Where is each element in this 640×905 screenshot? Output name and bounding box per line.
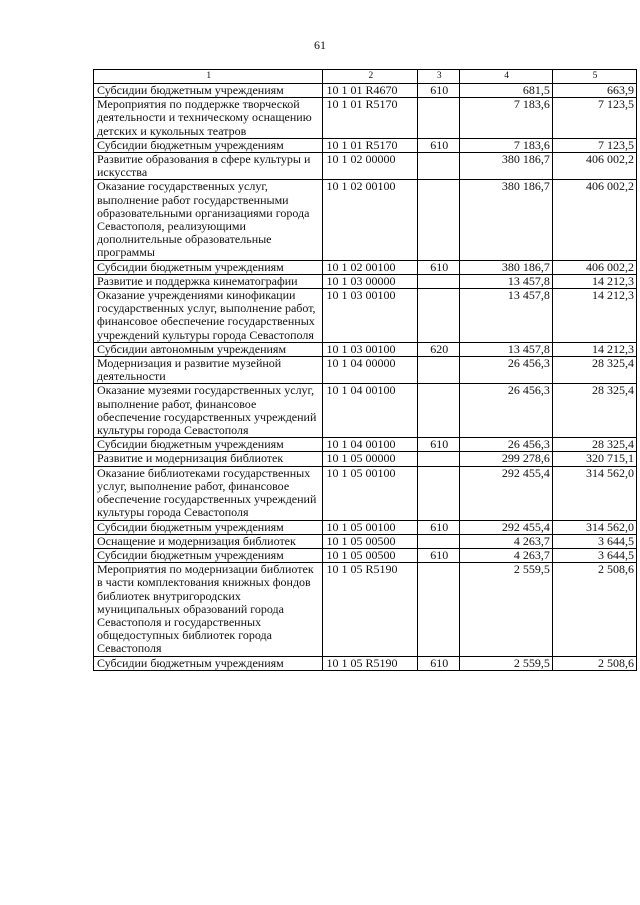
row-type-cell <box>418 180 460 260</box>
row-code-cell: 10 1 01 R4670 <box>323 84 418 98</box>
row-amount-year2-cell: 28 325,4 <box>552 438 636 452</box>
row-code-cell: 10 1 05 00100 <box>323 520 418 534</box>
row-name-cell: Субсидии автономным учреждениям <box>94 342 323 356</box>
table-row <box>94 289 637 343</box>
row-code-cell: 10 1 02 00000 <box>323 153 418 180</box>
table-row <box>94 138 637 152</box>
row-type-cell <box>418 357 460 384</box>
row-amount-year1-cell: 380 186,7 <box>460 153 553 180</box>
row-name-cell: Мероприятия по поддержке творческой деятельности и техническому оснащению детских и кукольных театров <box>94 98 323 139</box>
row-code-cell: 10 1 04 00000 <box>323 357 418 384</box>
row-amount-year2-cell: 314 562,0 <box>552 520 636 534</box>
row-type-cell: 610 <box>418 548 460 562</box>
table-row <box>94 534 637 548</box>
row-amount-year1-cell: 7 183,6 <box>460 98 553 139</box>
row-name-cell: Развитие и модернизация библиотек <box>94 452 323 466</box>
row-amount-year2-cell: 7 123,5 <box>552 98 636 139</box>
row-amount-year1-cell: 380 186,7 <box>460 180 553 260</box>
row-amount-year1-cell: 13 457,8 <box>460 289 553 343</box>
row-code-cell: 10 1 05 R5190 <box>323 563 418 656</box>
row-name-cell: Субсидии бюджетным учреждениям <box>94 84 323 98</box>
row-code-cell: 10 1 05 00000 <box>323 452 418 466</box>
row-amount-year2-cell: 28 325,4 <box>552 384 636 438</box>
table-row <box>94 563 637 656</box>
budget-table <box>93 69 637 671</box>
row-name-cell: Оснащение и модернизация библиотек <box>94 534 323 548</box>
row-type-cell <box>418 384 460 438</box>
row-name-cell: Оказание музеями государственных услуг, выполнение работ, финансовое обеспечение государственных учреждений культуры города Севастополя <box>94 384 323 438</box>
row-type-cell <box>418 452 460 466</box>
row-amount-year2-cell: 2 508,6 <box>552 563 636 656</box>
row-amount-year1-cell: 292 455,4 <box>460 466 553 520</box>
row-amount-year1-cell: 299 278,6 <box>460 452 553 466</box>
row-amount-year1-cell: 2 559,5 <box>460 656 553 670</box>
row-type-cell <box>418 563 460 656</box>
table-row <box>94 180 637 260</box>
table-row <box>94 656 637 670</box>
row-amount-year1-cell: 4 263,7 <box>460 548 553 562</box>
table-row <box>94 466 637 520</box>
row-type-cell: 610 <box>418 520 460 534</box>
table-row <box>94 548 637 562</box>
header-cell-type: 3 <box>418 70 460 84</box>
row-code-cell: 10 1 05 00500 <box>323 534 418 548</box>
row-type-cell <box>418 274 460 288</box>
row-amount-year2-cell: 7 123,5 <box>552 138 636 152</box>
row-amount-year1-cell: 681,5 <box>460 84 553 98</box>
row-amount-year2-cell: 28 325,4 <box>552 357 636 384</box>
header-cell-year2: 5 <box>552 70 636 84</box>
row-amount-year2-cell: 14 212,3 <box>552 342 636 356</box>
row-code-cell: 10 1 05 00500 <box>323 548 418 562</box>
row-amount-year1-cell: 13 457,8 <box>460 274 553 288</box>
row-name-cell: Мероприятия по модернизации библиотек в части комплектования книжных фондов библиотек внутригородских муниципальных образований города Севастополя и государственных общедоступных библиотек города Севастополя <box>94 563 323 656</box>
row-amount-year2-cell: 406 002,2 <box>552 180 636 260</box>
row-name-cell: Субсидии бюджетным учреждениям <box>94 548 323 562</box>
row-type-cell <box>418 153 460 180</box>
row-amount-year1-cell: 13 457,8 <box>460 342 553 356</box>
row-amount-year2-cell: 3 644,5 <box>552 548 636 562</box>
row-amount-year2-cell: 663,9 <box>552 84 636 98</box>
row-amount-year1-cell: 4 263,7 <box>460 534 553 548</box>
row-name-cell: Субсидии бюджетным учреждениям <box>94 260 323 274</box>
page-number: 61 <box>314 38 326 52</box>
header-cell-year1: 4 <box>460 70 553 84</box>
row-amount-year1-cell: 26 456,3 <box>460 384 553 438</box>
table-row <box>94 260 637 274</box>
row-name-cell: Субсидии бюджетным учреждениям <box>94 438 323 452</box>
table-body <box>94 84 637 671</box>
row-name-cell: Оказание учреждениями кинофикации государственных услуг, выполнение работ, финансовое обеспечение государственных учреждений культуры города Севастополя <box>94 289 323 343</box>
row-amount-year2-cell: 2 508,6 <box>552 656 636 670</box>
row-amount-year1-cell: 26 456,3 <box>460 438 553 452</box>
table-row <box>94 520 637 534</box>
row-type-cell <box>418 98 460 139</box>
table-row <box>94 153 637 180</box>
row-code-cell: 10 1 02 00100 <box>323 180 418 260</box>
row-code-cell: 10 1 03 00000 <box>323 274 418 288</box>
row-name-cell: Субсидии бюджетным учреждениям <box>94 520 323 534</box>
row-name-cell: Модернизация и развитие музейной деятельности <box>94 357 323 384</box>
row-amount-year2-cell: 3 644,5 <box>552 534 636 548</box>
table-row <box>94 84 637 98</box>
row-amount-year2-cell: 406 002,2 <box>552 260 636 274</box>
row-code-cell: 10 1 03 00100 <box>323 342 418 356</box>
row-name-cell: Оказание библиотеками государственных услуг, выполнение работ, финансовое обеспечение государственных учреждений культуры города Севастополя <box>94 466 323 520</box>
row-amount-year1-cell: 380 186,7 <box>460 260 553 274</box>
row-amount-year2-cell: 14 212,3 <box>552 289 636 343</box>
row-type-cell: 610 <box>418 438 460 452</box>
row-name-cell: Развитие и поддержка кинематографии <box>94 274 323 288</box>
row-amount-year1-cell: 7 183,6 <box>460 138 553 152</box>
header-cell-code: 2 <box>323 70 418 84</box>
row-code-cell: 10 1 02 00100 <box>323 260 418 274</box>
row-code-cell: 10 1 04 00100 <box>323 384 418 438</box>
table-row <box>94 452 637 466</box>
table-row <box>94 357 637 384</box>
table-row <box>94 438 637 452</box>
row-type-cell: 610 <box>418 138 460 152</box>
row-type-cell <box>418 466 460 520</box>
table-row <box>94 98 637 139</box>
row-name-cell: Субсидии бюджетным учреждениям <box>94 138 323 152</box>
header-row <box>94 70 637 84</box>
row-type-cell <box>418 289 460 343</box>
row-amount-year2-cell: 406 002,2 <box>552 153 636 180</box>
row-code-cell: 10 1 05 R5190 <box>323 656 418 670</box>
row-code-cell: 10 1 03 00100 <box>323 289 418 343</box>
row-type-cell: 610 <box>418 260 460 274</box>
row-name-cell: Субсидии бюджетным учреждениям <box>94 656 323 670</box>
row-amount-year2-cell: 14 212,3 <box>552 274 636 288</box>
table-row <box>94 342 637 356</box>
row-amount-year1-cell: 26 456,3 <box>460 357 553 384</box>
row-code-cell: 10 1 05 00100 <box>323 466 418 520</box>
row-code-cell: 10 1 01 R5170 <box>323 98 418 139</box>
row-amount-year2-cell: 320 715,1 <box>552 452 636 466</box>
row-type-cell: 620 <box>418 342 460 356</box>
row-code-cell: 10 1 04 00100 <box>323 438 418 452</box>
table-row <box>94 274 637 288</box>
table-row <box>94 384 637 438</box>
row-type-cell <box>418 534 460 548</box>
row-amount-year1-cell: 2 559,5 <box>460 563 553 656</box>
row-name-cell: Развитие образования в сфере культуры и искусства <box>94 153 323 180</box>
header-cell-name: 1 <box>94 70 323 84</box>
row-type-cell: 610 <box>418 84 460 98</box>
row-type-cell: 610 <box>418 656 460 670</box>
row-amount-year2-cell: 314 562,0 <box>552 466 636 520</box>
row-code-cell: 10 1 01 R5170 <box>323 138 418 152</box>
row-amount-year1-cell: 292 455,4 <box>460 520 553 534</box>
row-name-cell: Оказание государственных услуг, выполнение работ государственными образовательными организациями города Севастополя, реализующими дополнительные образовательные программы <box>94 180 323 260</box>
